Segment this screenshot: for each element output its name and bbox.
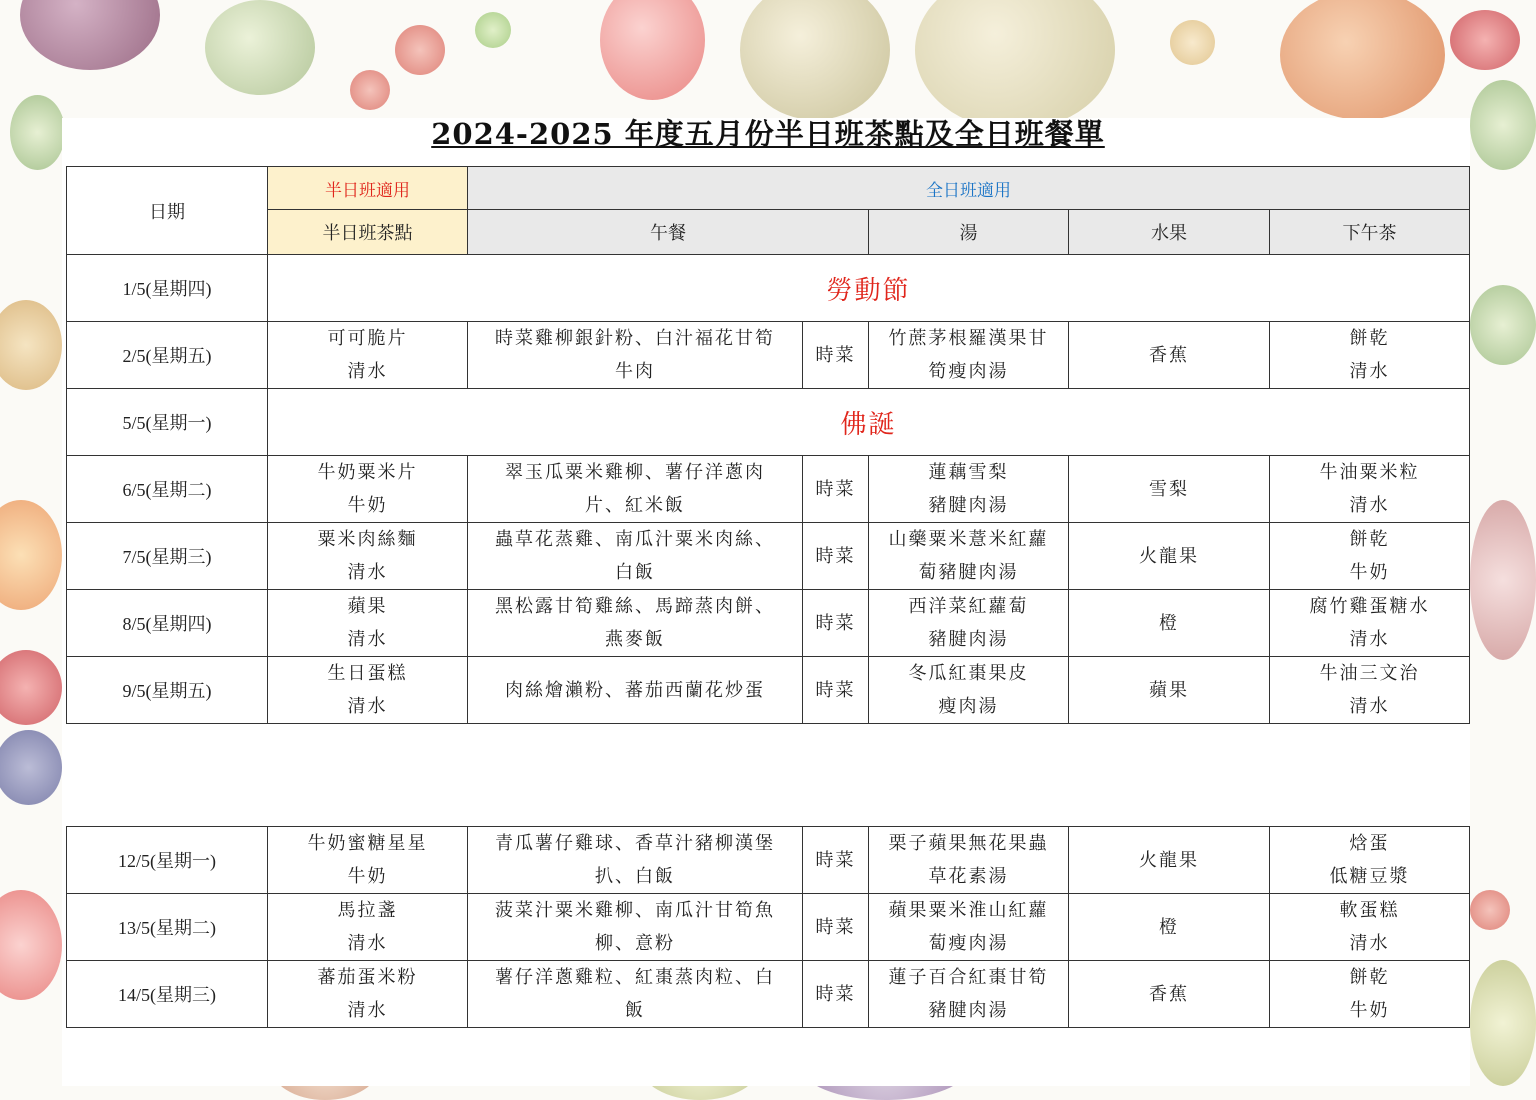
- soup-line: 蓮藕雪梨: [928, 462, 1009, 483]
- soup-line: 蓮子百合紅棗甘筍: [888, 967, 1049, 988]
- date-cell: 7/5(星期三): [67, 523, 268, 590]
- soup-line: 草花素湯: [928, 866, 1009, 887]
- header-half-day-group: 半日班適用: [268, 167, 468, 210]
- date-cell: 6/5(星期二): [67, 456, 268, 523]
- vegetable-cell: 時菜: [803, 590, 869, 657]
- decor-left-cherry: [0, 650, 62, 725]
- table-row: [67, 255, 1470, 322]
- tea-cell: [1270, 961, 1470, 1028]
- tea-drink: 牛奶: [1349, 1000, 1390, 1021]
- table-row: [67, 590, 1470, 657]
- snack-cell: [268, 523, 468, 590]
- date-cell: 2/5(星期五): [67, 322, 268, 389]
- decor-berry: [395, 25, 445, 75]
- soup-cell: [869, 894, 1069, 961]
- header-lunch: 午餐: [468, 210, 869, 255]
- date-cell: 12/5(星期一): [67, 827, 268, 894]
- decor-grape: [475, 12, 511, 48]
- menu-table-week2: [66, 826, 1470, 1028]
- lunch-line: 時菜雞柳銀針粉、白汁福花甘筍: [495, 328, 775, 349]
- vegetable-cell: 時菜: [803, 456, 869, 523]
- fruit-cell: 香蕉: [1069, 322, 1270, 389]
- tea-cell: [1270, 894, 1470, 961]
- snack-drink: 清水: [347, 361, 388, 382]
- header-row-columns: [67, 210, 1470, 255]
- snack-line: 牛奶粟米片: [317, 462, 418, 483]
- decor-apricot: [1280, 0, 1445, 120]
- decor-right-melon: [1470, 285, 1536, 365]
- soup-line: 栗子蘋果無花果蟲: [888, 833, 1049, 854]
- snack-drink: 清水: [347, 1000, 388, 1021]
- snack-line: 蘋果: [347, 596, 388, 617]
- lunch-cell: [468, 827, 803, 894]
- date-cell: 8/5(星期四): [67, 590, 268, 657]
- lunch-cell: [468, 590, 803, 657]
- decor-orange: [1170, 20, 1215, 65]
- date-cell: 9/5(星期五): [67, 657, 268, 724]
- decor-left-plum: [0, 730, 62, 805]
- tea-drink: 清水: [1349, 495, 1390, 516]
- tea-drink: 低糖豆漿: [1329, 866, 1410, 887]
- table-row: [67, 894, 1470, 961]
- tea-drink: 牛奶: [1349, 562, 1390, 583]
- decor-right-fruit: [1470, 500, 1536, 660]
- table-row: [67, 961, 1470, 1028]
- tea-cell: [1270, 322, 1470, 389]
- decor-berry-2: [350, 70, 390, 110]
- date-cell: 14/5(星期三): [67, 961, 268, 1028]
- soup-cell: [869, 456, 1069, 523]
- header-fruit: 水果: [1069, 210, 1270, 255]
- snack-line: 牛奶蜜糖星星: [307, 833, 428, 854]
- lunch-line: 片、紅米飯: [585, 495, 685, 516]
- snack-cell: [268, 961, 468, 1028]
- tea-line: 餅乾: [1349, 328, 1390, 349]
- table-row: [67, 523, 1470, 590]
- lunch-line: 燕麥飯: [605, 629, 665, 650]
- tea-drink: 清水: [1349, 696, 1390, 717]
- tea-line: 腐竹雞蛋糖水: [1309, 596, 1430, 617]
- table-row: [67, 456, 1470, 523]
- decor-left-fruit: [0, 300, 62, 390]
- snack-line: 蕃茄蛋米粉: [317, 967, 418, 988]
- soup-line: 豬腱肉湯: [928, 495, 1009, 516]
- soup-line: 蔔瘦肉湯: [928, 933, 1009, 954]
- header-soup: 湯: [869, 210, 1069, 255]
- header-half-day-snack: 半日班茶點: [268, 210, 468, 255]
- tea-cell: [1270, 590, 1470, 657]
- fruit-cell: 橙: [1069, 894, 1270, 961]
- fruit-cell: 雪梨: [1069, 456, 1270, 523]
- lunch-line: 肉絲燴瀨粉、蕃茄西蘭花炒蛋: [505, 679, 765, 701]
- soup-line: 豬腱肉湯: [928, 629, 1009, 650]
- vegetable-cell: 時菜: [803, 657, 869, 724]
- decor-melon: [205, 0, 315, 95]
- lunch-cell: [468, 322, 803, 389]
- soup-cell: [869, 657, 1069, 724]
- tea-cell: [1270, 657, 1470, 724]
- lunch-cell: [468, 961, 803, 1028]
- snack-cell: [268, 827, 468, 894]
- lunch-cell: [468, 894, 803, 961]
- snack-cell: [268, 657, 468, 724]
- header-full-day-group: 全日班適用: [468, 167, 1470, 210]
- snack-drink: 清水: [347, 696, 388, 717]
- fruit-cell: 火龍果: [1069, 827, 1270, 894]
- lunch-line: 蟲草花蒸雞、南瓜汁粟米肉絲、: [495, 529, 775, 550]
- date-cell: 1/5(星期四): [67, 255, 268, 322]
- lunch-line: 牛肉: [615, 361, 655, 382]
- tea-line: 焓蛋: [1349, 833, 1390, 854]
- lunch-line: 白飯: [615, 562, 655, 583]
- snack-line: 粟米肉絲麵: [317, 529, 418, 550]
- snack-cell: [268, 322, 468, 389]
- fruit-cell: 橙: [1069, 590, 1270, 657]
- soup-cell: [869, 590, 1069, 657]
- snack-drink: 清水: [347, 933, 388, 954]
- vegetable-cell: 時菜: [803, 322, 869, 389]
- lunch-line: 菠菜汁粟米雞柳、南瓜汁甘筍魚: [495, 900, 775, 921]
- tea-line: 餅乾: [1349, 967, 1390, 988]
- decor-pear-2: [915, 0, 1115, 130]
- soup-line: 豬腱肉湯: [928, 1000, 1009, 1021]
- vegetable-cell: 時菜: [803, 894, 869, 961]
- decor-left-peach: [0, 500, 62, 610]
- lunch-line: 黑松露甘筍雞絲、馬蹄蒸肉餅、: [495, 596, 775, 617]
- decor-right-berry: [1470, 890, 1510, 930]
- decor-left-strawberry: [0, 890, 62, 1000]
- table-row: [67, 322, 1470, 389]
- lunch-line: 翠玉瓜粟米雞柳、薯仔洋蔥肉: [505, 462, 765, 483]
- soup-cell: [869, 523, 1069, 590]
- lunch-cell: [468, 657, 803, 724]
- table-row: [67, 827, 1470, 894]
- menu-table-week1: [66, 166, 1470, 724]
- lunch-line: 柳、意粉: [595, 933, 675, 954]
- snack-cell: [268, 590, 468, 657]
- snack-line: 生日蛋糕: [327, 663, 408, 684]
- tea-drink: 清水: [1349, 629, 1390, 650]
- snack-drink: 牛奶: [347, 495, 388, 516]
- tea-line: 牛油三文治: [1319, 663, 1420, 684]
- tea-line: 軟蛋糕: [1339, 900, 1400, 921]
- snack-line: 可可脆片: [327, 328, 408, 349]
- vegetable-cell: 時菜: [803, 827, 869, 894]
- decor-cherry: [1450, 10, 1520, 70]
- lunch-line: 青瓜薯仔雞球、香草汁豬柳漢堡: [495, 833, 775, 854]
- snack-cell: [268, 456, 468, 523]
- snack-drink: 清水: [347, 629, 388, 650]
- decor-strawberry: [600, 0, 705, 100]
- tea-drink: 清水: [1349, 361, 1390, 382]
- tea-cell: [1270, 523, 1470, 590]
- snack-line: 馬拉盞: [337, 900, 398, 921]
- soup-line: 蘋果粟米淮山紅蘿: [888, 900, 1049, 921]
- tea-cell: [1270, 456, 1470, 523]
- soup-cell: [869, 322, 1069, 389]
- soup-cell: [869, 961, 1069, 1028]
- decor-plum: [20, 0, 160, 70]
- tea-line: 牛油粟米粒: [1319, 462, 1420, 483]
- header-date: 日期: [67, 167, 268, 255]
- table-row: [67, 657, 1470, 724]
- date-cell: 13/5(星期二): [67, 894, 268, 961]
- page-title: 2024-2025 年度五月份半日班茶點及全日班餐單: [431, 117, 1105, 151]
- soup-line: 蔔豬腱肉湯: [918, 562, 1019, 583]
- holiday-label: 勞動節: [268, 255, 1470, 322]
- vegetable-cell: 時菜: [803, 961, 869, 1028]
- lunch-line: 薯仔洋蔥雞粒、紅棗蒸肉粒、白: [495, 967, 775, 988]
- lunch-line: 飯: [625, 1000, 645, 1021]
- table-row: [67, 389, 1470, 456]
- fruit-cell: 蘋果: [1069, 657, 1270, 724]
- tea-cell: [1270, 827, 1470, 894]
- snack-drink: 清水: [347, 562, 388, 583]
- vegetable-cell: 時菜: [803, 523, 869, 590]
- lunch-line: 扒、白飯: [595, 866, 675, 887]
- tea-drink: 清水: [1349, 933, 1390, 954]
- fruit-cell: 火龍果: [1069, 523, 1270, 590]
- snack-drink: 牛奶: [347, 866, 388, 887]
- soup-line: 筍瘦肉湯: [928, 361, 1009, 382]
- soup-line: 竹蔗茅根羅漢果甘: [888, 328, 1049, 349]
- soup-line: 瘦肉湯: [938, 696, 999, 717]
- soup-cell: [869, 827, 1069, 894]
- soup-line: 西洋菜紅蘿蔔: [908, 596, 1029, 617]
- header-afternoon-tea: 下午茶: [1270, 210, 1470, 255]
- snack-cell: [268, 894, 468, 961]
- soup-line: 冬瓜紅棗果皮: [908, 663, 1029, 684]
- decor-pear: [740, 0, 890, 120]
- lunch-cell: [468, 456, 803, 523]
- date-cell: 5/5(星期一): [67, 389, 268, 456]
- tea-line: 餅乾: [1349, 529, 1390, 550]
- decor-right-pear: [1470, 960, 1536, 1086]
- holiday-label: 佛誕: [268, 389, 1470, 456]
- fruit-cell: 香蕉: [1069, 961, 1270, 1028]
- header-row-groups: [67, 167, 1470, 210]
- soup-line: 山藥粟米薏米紅蘿: [888, 529, 1049, 550]
- lunch-cell: [468, 523, 803, 590]
